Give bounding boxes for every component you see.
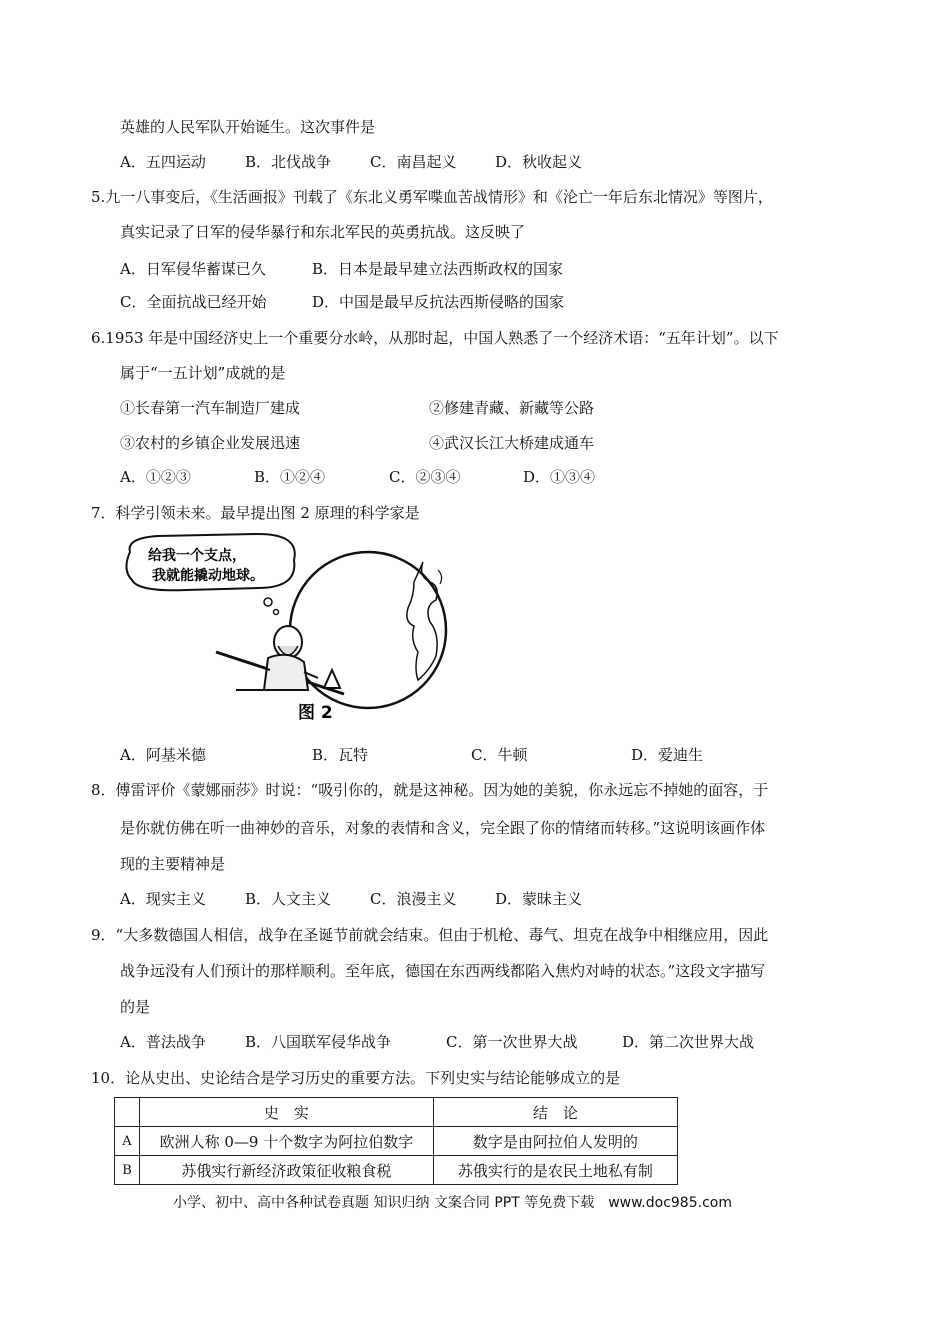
- archimedes-lever-illustration: [118, 530, 448, 725]
- question-6-line-2: 属于“一五计划”成就的是: [120, 364, 286, 382]
- archimedes-body: [264, 655, 308, 690]
- bubble-line-1: 给我一个支点，: [148, 548, 246, 564]
- page-footer: 小学、初中、高中各种试卷真题 知识归纳 文案合同 PPT 等免费下载 www.doc985.com: [173, 1195, 732, 1211]
- row-label: A: [115, 1127, 140, 1156]
- question-9-line-3: 的是: [120, 998, 151, 1016]
- q5-option-a: A．日军侵华蓄谋已久: [120, 260, 266, 278]
- table-header-label: [115, 1098, 140, 1127]
- row-fact: 苏俄实行新经济政策征收粮食税: [139, 1156, 433, 1185]
- row-conclusion: 数字是由阿拉伯人发明的: [433, 1127, 677, 1156]
- question-8-line-3: 现的主要精神是: [120, 855, 226, 873]
- q8-option-b: B．人文主义: [245, 890, 332, 908]
- q7-option-b: B．瓦特: [312, 746, 369, 764]
- q6-option-a: A．①②③: [120, 468, 191, 486]
- q7-option-c: C．牛顿: [471, 746, 528, 764]
- question-4-text: 英雄的人民军队开始诞生。这次事件是: [120, 118, 376, 136]
- q5-option-c: C．全面抗战已经开始: [120, 293, 267, 311]
- q8-option-d: D．蒙昧主义: [495, 890, 583, 908]
- question-10-text: 10．论从史出、史论结合是学习历史的重要方法。下列史实与结论能够成立的是: [91, 1069, 621, 1087]
- q4-option-a: A．五四运动: [120, 153, 206, 171]
- q6-statement-3: ③农村的乡镇企业发展迅速: [120, 434, 301, 452]
- q9-option-a: A．普法战争: [120, 1033, 206, 1051]
- q7-option-d: D．爱迪生: [631, 746, 704, 764]
- row-conclusion: 苏俄实行的是农民土地私有制: [433, 1156, 677, 1185]
- q9-option-b: B．八国联军侵华战争: [245, 1033, 392, 1051]
- question-8-line-2: 是你就仿佛在听一曲神妙的音乐，对象的表情和含义，完全跟了你的情绪而转移。”这说明该画作体: [120, 819, 766, 837]
- history-table: [114, 1097, 678, 1185]
- figure-caption: 图 2: [298, 703, 333, 723]
- question-5-line-1: 5.九一八事变后，《生活画报》刊载了《东北义勇军喋血苦战情形》和《沦亡一年后东北情况》等图片，: [91, 188, 773, 206]
- bubble-line-2: 我就能撬动地球。: [152, 568, 264, 584]
- q9-option-c: C．第一次世界大战: [446, 1033, 578, 1051]
- q7-option-a: A．阿基米德: [120, 746, 206, 764]
- table-row: [115, 1127, 678, 1156]
- q4-option-b: B．北伐战争: [245, 153, 332, 171]
- q4-option-d: D．秋收起义: [495, 153, 583, 171]
- question-7-text: 7．科学引领未来。最早提出图 2 原理的科学家是: [91, 504, 420, 522]
- table-row: [115, 1156, 678, 1185]
- question-5-line-2: 真实记录了日军的侵华暴行和东北军民的英勇抗战。这反映了: [120, 223, 526, 241]
- question-9-line-1: 9．“大多数德国人相信，战争在圣诞节前就会结束。但由于机枪、毒气、坦克在战争中相继应用，因此: [91, 926, 769, 944]
- q6-option-d: D．①③④: [523, 468, 596, 486]
- table-header-fact: 史 实: [139, 1098, 433, 1127]
- q6-option-c: C．②③④: [389, 468, 461, 486]
- q8-option-a: A．现实主义: [120, 890, 206, 908]
- question-8-line-1: 8．傅雷评价《蒙娜丽莎》时说：“吸引你的，就是这神秘。因为她的美貌，你永远忘不掉她的面容，于: [91, 781, 769, 799]
- q9-option-d: D．第二次世界大战: [622, 1033, 755, 1051]
- figure-2-archimedes: [118, 530, 448, 725]
- q8-option-c: C．浪漫主义: [370, 890, 457, 908]
- q6-option-b: B．①②④: [254, 468, 326, 486]
- q6-statement-2: ②修建青藏、新藏等公路: [429, 399, 595, 417]
- table-header-row: [115, 1098, 678, 1127]
- q6-statement-4: ④武汉长江大桥建成通车: [429, 434, 595, 452]
- q5-option-b: B．日本是最早建立法西斯政权的国家: [312, 260, 564, 278]
- q6-statement-1: ①长春第一汽车制造厂建成: [120, 399, 301, 417]
- q5-option-d: D．中国是最早反抗法西斯侵略的国家: [312, 293, 565, 311]
- table-header-conclusion: 结 论: [433, 1098, 677, 1127]
- question-9-line-2: 战争远没有人们预计的那样顺利。至年底，德国在东西两线都陷入焦灼对峙的状态。”这段文字描写: [120, 962, 766, 980]
- row-fact: 欧洲人称 0—9 十个数字为阿拉伯数字: [139, 1127, 433, 1156]
- question-6-line-1: 6.1953 年是中国经济史上一个重要分水岭，从那时起，中国人熟悉了一个经济术语：“五年计划”。以下: [91, 329, 779, 347]
- row-label: B: [115, 1156, 140, 1185]
- q4-option-c: C．南昌起义: [370, 153, 457, 171]
